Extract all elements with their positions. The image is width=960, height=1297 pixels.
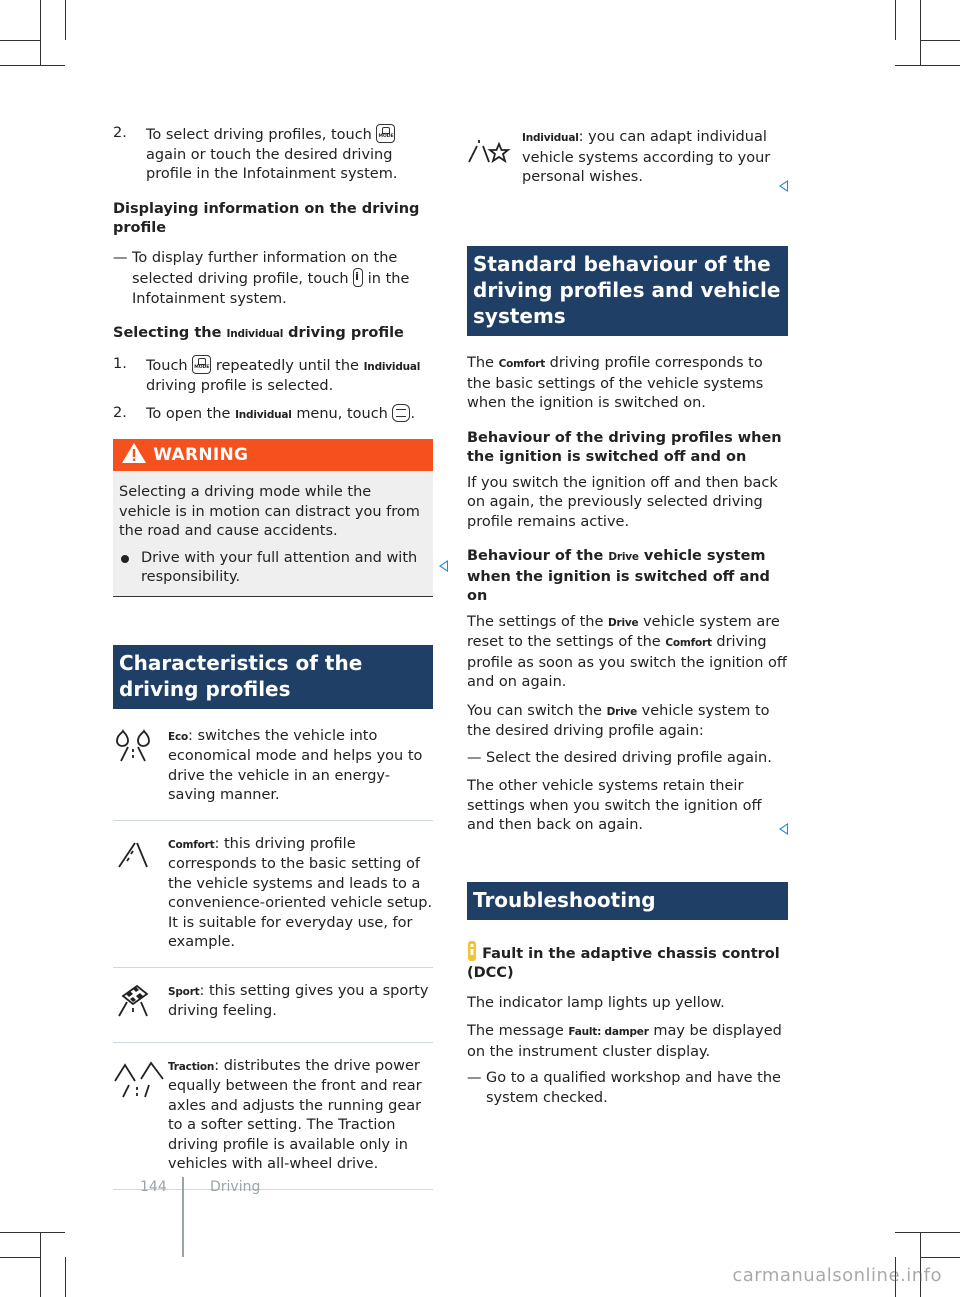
sport-description: : this setting gives you a sporty driving feeling. [168, 982, 429, 1019]
display-info-instruction [113, 249, 433, 310]
end-marker-icon [779, 823, 788, 835]
other-systems-paragraph: The other vehicle systems retain their settings when you switch the ignition off and then back on again. [467, 778, 762, 833]
drive-switch-paragraph [467, 702, 788, 742]
term-individual: Individual [235, 408, 292, 421]
paragraph-text: driving profile as soon as you switch the ignition off and on again. [467, 634, 787, 690]
step-2-open-menu [113, 404, 433, 426]
warning-header [113, 439, 433, 471]
term-comfort: Comfort [665, 637, 712, 649]
dash-marker: — [467, 1070, 482, 1086]
footer-divider [182, 1177, 184, 1257]
select-individual-heading [113, 324, 433, 345]
eco-profile-icon [113, 729, 153, 763]
watermark: carmanualsonline.info [732, 1265, 942, 1286]
term-individual: Individual [522, 132, 579, 144]
profile-comfort [113, 835, 433, 968]
fault-heading [467, 940, 788, 984]
term-sport: Sport [168, 985, 200, 998]
other-systems-block [467, 777, 788, 836]
warning-bullet: Drive with your full attention and with responsibility. [119, 549, 427, 588]
individual-description: : you can adapt individual vehicle systems according to your personal wishes. [522, 129, 771, 185]
section-title-troubleshooting: Troubleshooting [467, 882, 788, 920]
step-1-touch-mode [113, 355, 433, 397]
left-column [113, 124, 433, 1190]
select-profile-instruction [467, 749, 788, 769]
crop-mark [0, 1257, 40, 1258]
step-text: Touch [146, 357, 188, 374]
heading-text: driving profile [288, 325, 404, 341]
term-drive: Drive [608, 551, 639, 563]
individual-profile-icon [467, 134, 511, 164]
eco-description: : switches the vehicle into economical mode and helps you to drive the vehicle in an energy-saving manner. [168, 727, 423, 803]
profile-eco [113, 727, 433, 821]
comfort-profile-icon [113, 837, 153, 871]
chapter-title: Driving [210, 1179, 261, 1195]
term-drive: Drive [606, 705, 638, 718]
crop-mark [920, 1257, 960, 1258]
warning-triangle-icon [121, 442, 147, 464]
warning-text: Selecting a driving mode while the vehicle is in motion can distract you from the road and cause accidents. [119, 484, 420, 539]
crop-mark [895, 0, 896, 40]
term-traction: Traction [168, 1060, 215, 1073]
step-number: 2. [113, 125, 127, 141]
damper-warning-lamp-icon [467, 940, 477, 962]
profile-sport [113, 982, 433, 1043]
sport-flag-icon [113, 984, 153, 1018]
crop-mark [40, 1232, 41, 1297]
term-comfort: Comfort [498, 358, 546, 370]
end-marker-icon [439, 560, 448, 572]
step-text: repeatedly until the [215, 357, 359, 374]
profile-individual [467, 128, 788, 190]
step-text: . [410, 405, 416, 422]
section-title-characteristics: Characteristics of the driving profiles [113, 645, 433, 709]
step-number: 2. [113, 404, 127, 421]
crop-mark [920, 40, 960, 41]
info-button-icon [353, 268, 363, 287]
crop-mark [0, 65, 65, 66]
heading-text: vehicle system when the ignition is switched off and on [467, 548, 770, 604]
crop-mark [0, 1232, 65, 1233]
instruction-text: Select the desired driving profile again. [486, 749, 772, 766]
paragraph-text: may be displayed on the instrument cluster display. [467, 1023, 782, 1060]
step-text: driving profile is selected. [146, 378, 334, 394]
mode-button-icon [192, 355, 211, 374]
section-title-standard-behaviour: Standard behaviour of the driving profiles and vehicle systems [467, 246, 788, 336]
heading-text: Behaviour of the [467, 548, 604, 564]
paragraph-text: The message [467, 1023, 564, 1039]
behaviour-profiles-paragraph: If you switch the ignition off and then back on again, the previously selected driving profile remains active. [467, 474, 778, 530]
instruction-text: Go to a qualified workshop and have the system checked. [486, 1070, 781, 1106]
warning-title: WARNING [153, 445, 249, 465]
crop-mark [895, 65, 960, 66]
comfort-description: : this driving profile corresponds to the basic setting of the vehicle systems and leads to a convenience-oriented vehicle setup. It is suitable for everyday use, for example. [168, 835, 433, 950]
paragraph-text: vehicle system are reset to the settings of the [467, 613, 780, 650]
paragraph-text: The settings of the [467, 613, 604, 630]
lamp-yellow-paragraph: The indicator lamp lights up yellow. [467, 994, 725, 1011]
crop-mark [895, 1232, 960, 1233]
step-text: To select driving profiles, touch [146, 127, 372, 143]
menu-button-icon [392, 404, 410, 422]
step-number: 1. [113, 355, 127, 372]
crop-mark [40, 0, 41, 65]
instruction-text: in the Infotainment system. [132, 271, 410, 307]
term-fault-damper: Fault: damper [568, 1026, 649, 1038]
warning-box [113, 439, 433, 597]
instruction-text: To display further information on the selected driving profile, touch [132, 249, 398, 287]
step-text: To open the [146, 405, 231, 422]
drive-reset-paragraph [467, 613, 788, 693]
comfort-basic-paragraph [467, 354, 788, 414]
crop-mark [0, 40, 40, 41]
mode-button-icon [376, 124, 395, 143]
profile-traction [113, 1057, 433, 1190]
right-column [467, 128, 788, 1108]
step-text: again or touch the desired driving profile in the Infotainment system. [146, 146, 398, 182]
paragraph-text: driving profile corresponds to the basic settings of the vehicle systems when the ignition is switched on. [467, 355, 764, 411]
traction-description: : distributes the drive power equally between the front and rear axles and adjusts the running gear to a softer setting. The Traction driving profile is available only in vehicles with all-wheel drive. [168, 1057, 422, 1172]
paragraph-text: The [467, 355, 494, 371]
display-info-heading: Displaying information on the driving profile [113, 200, 420, 236]
workshop-instruction [467, 1069, 788, 1108]
traction-profile-icon [113, 1059, 165, 1099]
step-2-select-profile [113, 124, 433, 185]
term-comfort: Comfort [168, 838, 215, 851]
heading-text: Fault in the adaptive chassis control (DCC) [467, 945, 780, 981]
term-individual: Individual [363, 360, 421, 373]
warning-body [113, 471, 433, 597]
dash-marker: — [113, 249, 128, 266]
crop-mark [65, 1257, 66, 1297]
dash-marker: — [467, 749, 482, 766]
heading-text: Selecting the [113, 325, 222, 341]
behaviour-profiles-heading: Behaviour of the driving profiles when the ignition is switched off and on [467, 429, 782, 465]
term-drive: Drive [608, 616, 639, 629]
page-number: 144 [140, 1179, 167, 1195]
term-eco: Eco [168, 730, 189, 743]
paragraph-text: You can switch the [467, 702, 602, 719]
step-text: menu, touch [296, 405, 388, 422]
term-individual: Individual [226, 328, 284, 340]
paragraph-text: vehicle system to the desired driving profile again: [467, 702, 770, 739]
behaviour-drive-heading [467, 547, 788, 607]
end-marker-icon [779, 180, 788, 192]
fault-message-paragraph [467, 1022, 788, 1062]
crop-mark [920, 0, 921, 65]
crop-mark [65, 0, 66, 40]
